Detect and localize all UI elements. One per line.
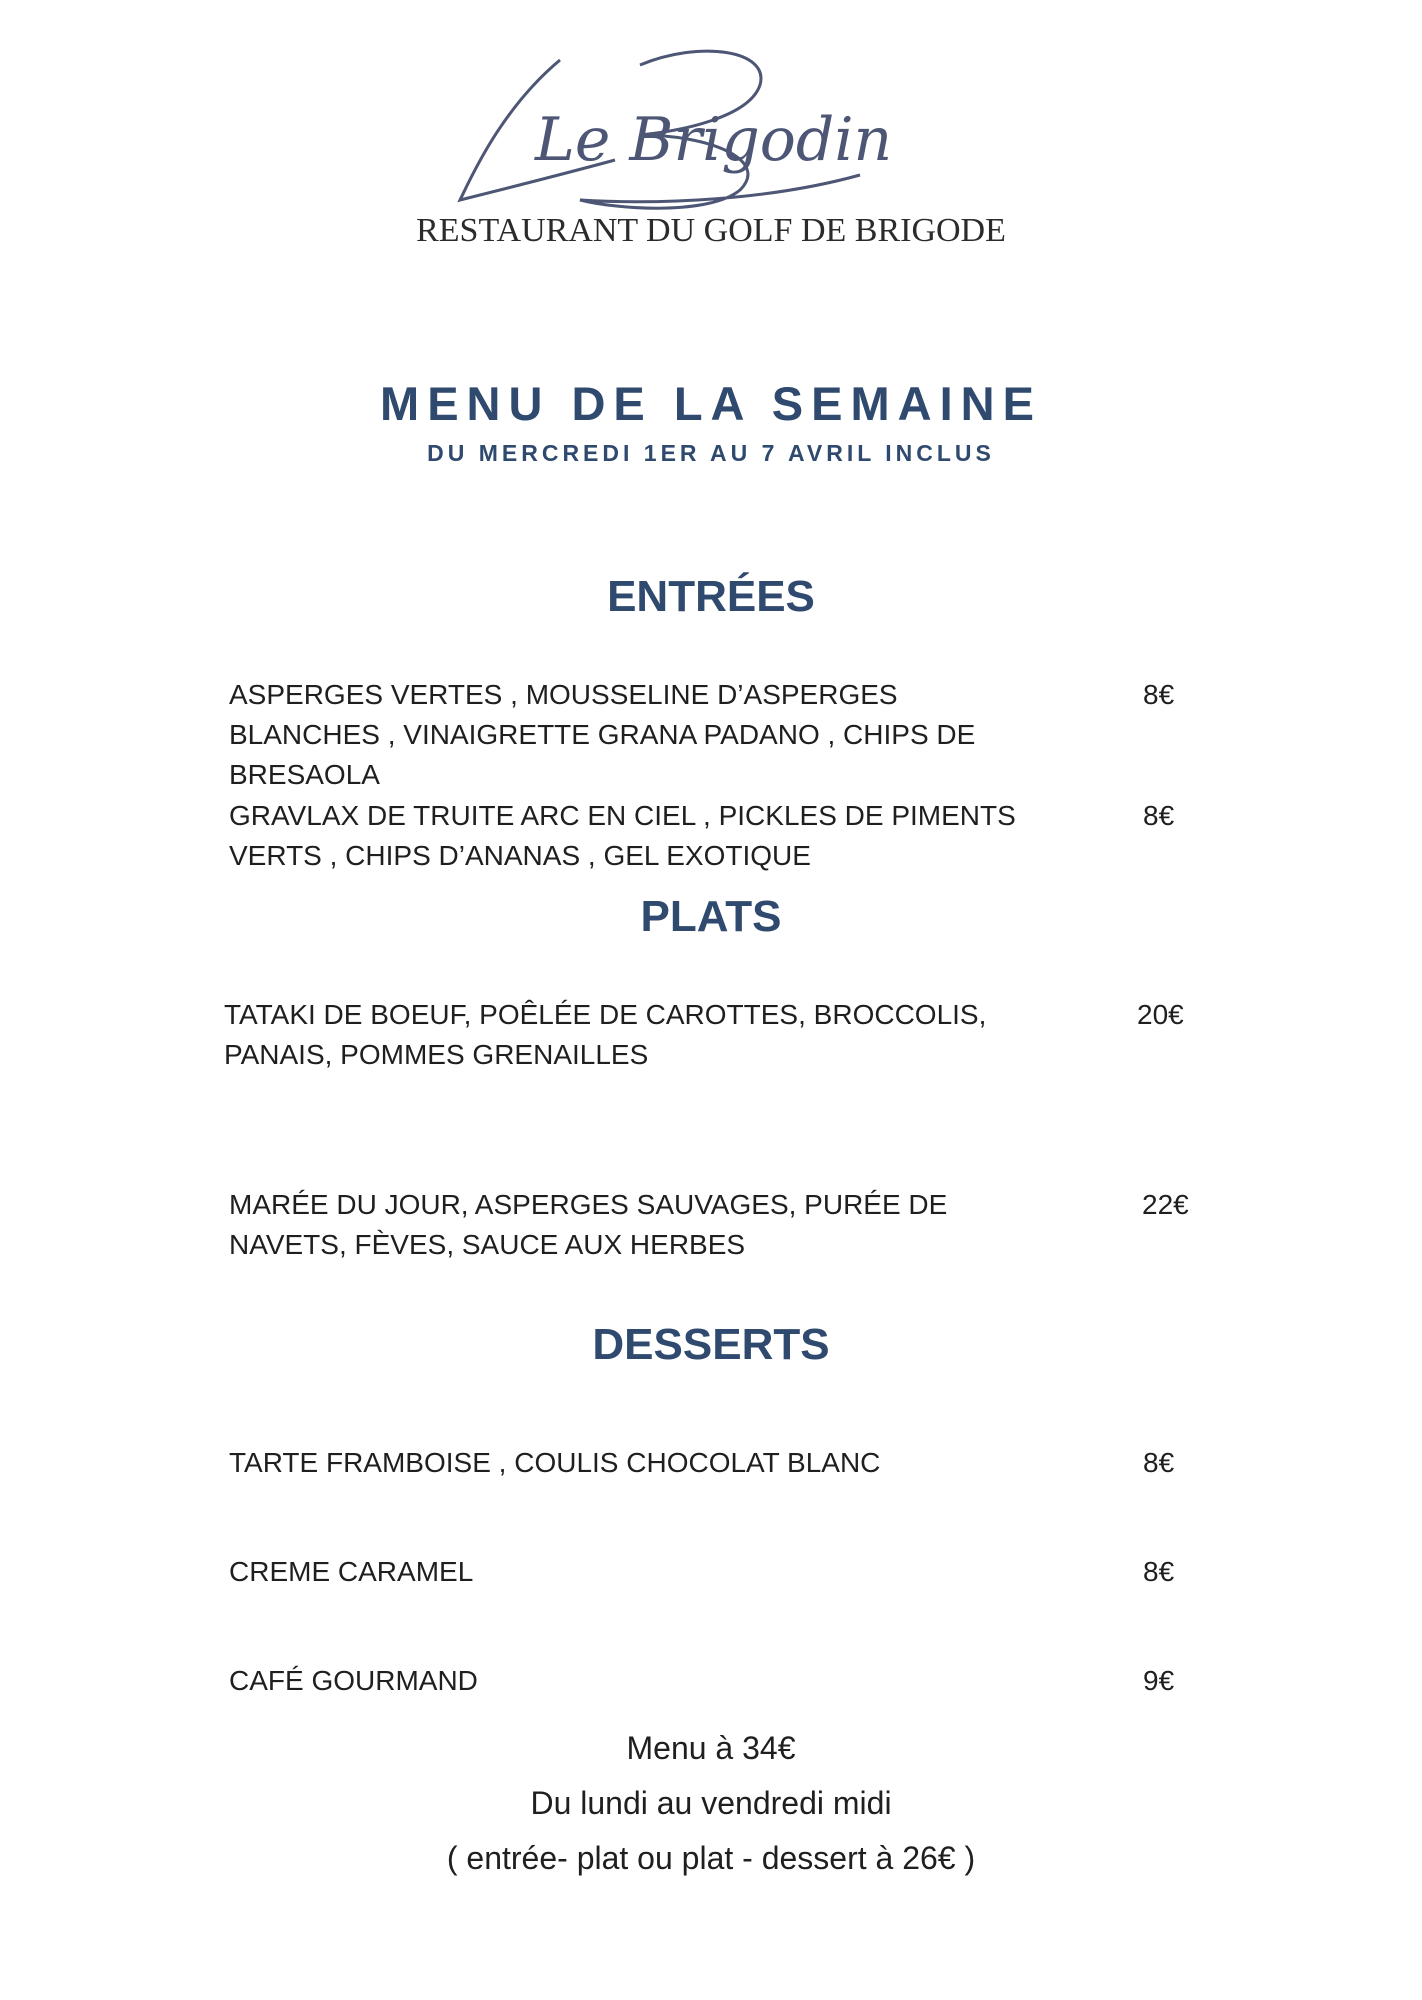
dish-line: MARÉE DU JOUR, ASPERGES SAUVAGES, PURÉE DE xyxy=(229,1189,948,1220)
price-dessert-2: 8€ xyxy=(1143,1556,1175,1587)
menu-item-dessert-2 xyxy=(229,1552,473,1592)
dish-line: TATAKI DE BOEUF, POÊLÉE DE CAROTTES, BROCCOLIS, xyxy=(224,999,987,1030)
section-title-desserts: DESSERTS xyxy=(592,1320,830,1369)
dish-line: GRAVLAX DE TRUITE ARC EN CIEL , PICKLES DE PIMENTS xyxy=(229,800,1016,831)
dish-line: CAFÉ GOURMAND xyxy=(229,1665,478,1696)
menu-price: Menu à 34€ xyxy=(626,1730,796,1766)
logo-script-text: Le Brigodin xyxy=(535,105,893,175)
dish-line: BRESAOLA xyxy=(229,759,380,790)
dish-line: PANAIS, POMMES GRENAILLES xyxy=(224,1039,649,1070)
dish-line: BLANCHES , VINAIGRETTE GRANA PADANO , CHIPS DE xyxy=(229,719,976,750)
menu-item-entree-1 xyxy=(229,675,975,795)
dish-line: VERTS , CHIPS D’ANANAS , GEL EXOTIQUE xyxy=(229,840,811,871)
menu-item-entree-2 xyxy=(229,796,1016,876)
menu-item-plat-2 xyxy=(229,1185,947,1265)
price-dessert-1: 8€ xyxy=(1143,1447,1175,1478)
dish-line: ASPERGES VERTES , MOUSSELINE D’ASPERGES xyxy=(229,679,898,710)
page-title: MENU DE LA SEMAINE xyxy=(380,377,1042,430)
menu-item-dessert-3 xyxy=(229,1661,478,1701)
restaurant-logo xyxy=(440,40,1000,220)
menu-days: Du lundi au vendredi midi xyxy=(530,1785,892,1821)
menu-item-plat-1 xyxy=(224,995,986,1075)
price-plat-1: 20€ xyxy=(1137,999,1184,1030)
section-title-plats: PLATS xyxy=(640,892,782,941)
menu-formula: ( entrée- plat ou plat - dessert à 26€ ) xyxy=(446,1840,976,1876)
dish-line: NAVETS, FÈVES, SAUCE AUX HERBES xyxy=(229,1229,746,1260)
menu-item-dessert-1 xyxy=(229,1443,880,1483)
dish-line: CREME CARAMEL xyxy=(229,1556,474,1587)
price-entree-1: 8€ xyxy=(1143,679,1175,710)
price-dessert-3: 9€ xyxy=(1143,1665,1175,1696)
logo-subtitle: RESTAURANT DU GOLF DE BRIGODE xyxy=(416,212,1006,249)
price-plat-2: 22€ xyxy=(1142,1189,1189,1220)
menu-dates: DU MERCREDI 1ER AU 7 AVRIL INCLUS xyxy=(427,440,995,466)
price-entree-2: 8€ xyxy=(1143,800,1175,831)
section-title-entrees: ENTRÉES xyxy=(607,572,815,621)
dish-line: TARTE FRAMBOISE , COULIS CHOCOLAT BLANC xyxy=(229,1447,881,1478)
